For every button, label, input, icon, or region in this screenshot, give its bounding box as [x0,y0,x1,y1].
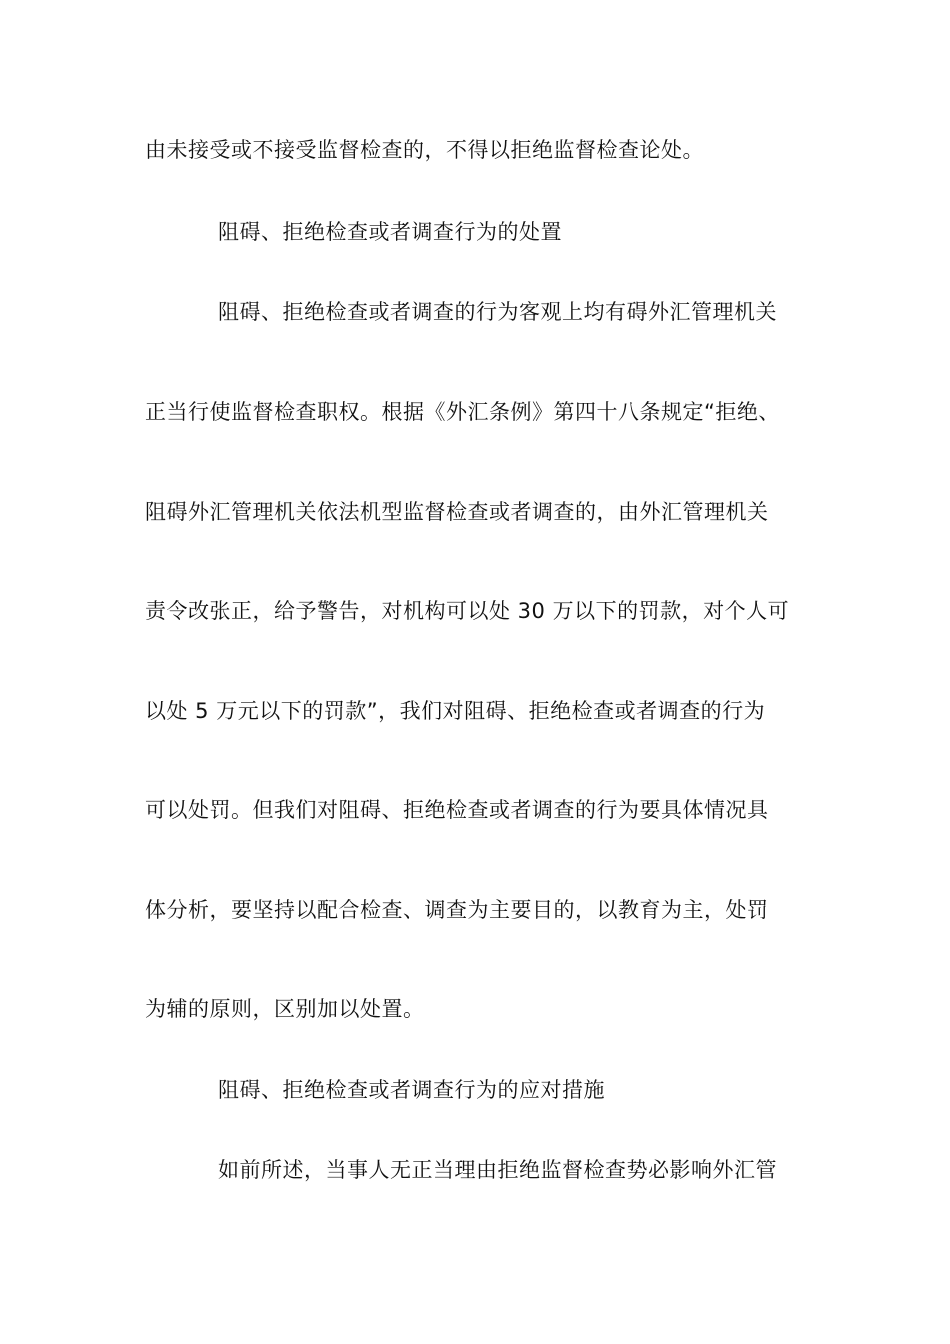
paragraph-line-3: 阻碍、拒绝检查或者调查的行为客观上均有碍外汇管理机关 [218,300,777,324]
paragraph-line-8: 可以处罚。但我们对阻碍、拒绝检查或者调查的行为要具体情况具 [145,798,769,822]
paragraph-line-4: 正当行使监督检查职权。根据《外汇条例》第四十八条规定“拒绝、 [145,400,780,424]
section-heading-measures: 阻碍、拒绝检查或者调查行为的应对措施 [218,1078,605,1102]
paragraph-line-1: 由未接受或不接受监督检查的，不得以拒绝监督检查论处。 [145,138,704,162]
paragraph-line-5: 阻碍外汇管理机关依法机型监督检查或者调查的，由外汇管理机关 [145,500,769,524]
paragraph-line-10: 为辅的原则，区别加以处置。 [145,997,425,1021]
paragraph-line-9: 体分析，要坚持以配合检查、调查为主要目的，以教育为主，处罚 [145,898,769,922]
paragraph-line-12: 如前所述，当事人无正当理由拒绝监督检查势必影响外汇管 [218,1158,777,1182]
paragraph-line-6: 责令改张正，给予警告，对机构可以处 30 万以下的罚款，对个人可 [145,599,790,623]
section-heading-disposal: 阻碍、拒绝检查或者调查行为的处置 [218,220,562,244]
paragraph-line-7: 以处 5 万元以下的罚款”，我们对阻碍、拒绝检查或者调查的行为 [145,699,766,723]
